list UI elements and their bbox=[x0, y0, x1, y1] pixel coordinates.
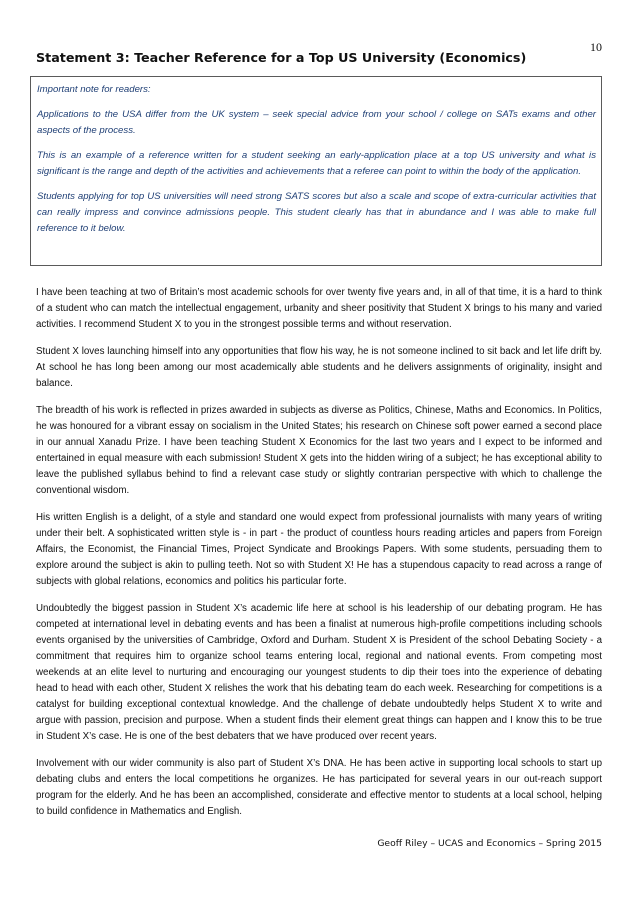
note-paragraph: This is an example of a reference written for a student seeking an early-application place at a top US university and what is significant is the range and depth of the activities and achievements that a referee can point to within the body of the application. bbox=[37, 150, 596, 177]
page-footer: Geoff Riley – UCAS and Economics – Spring 2015 bbox=[377, 838, 602, 849]
page-title: Statement 3: Teacher Reference for a Top US University (Economics) bbox=[36, 50, 527, 65]
reference-paragraph: His written English is a delight, of a style and standard one would expect from professional journalists with many years of writing under their belt. A sophisticated written style is - in part - the product of countless hours reading articles and papers from Foreign Affairs, the Economist, the Financial Times, Project Syndicate and Brookings Papers. With some students, persuading them to explore around the subject is akin to pulling teeth. Not so with Student X! He has a stupendous capacity to read across a range of subjects with global relations, economics and politics his particular forte. bbox=[36, 512, 602, 587]
reference-paragraph: Involvement with our wider community is also part of Student X’s DNA. He has been active in supporting local schools to start up debating clubs and enters the local competitions he organizes. He has participated for several years in our out-reach support program for the elderly. And he has been an accomplished, considerate and effective mentor to students at a local school, helping to build confidence in Mathematics and English. bbox=[36, 758, 602, 817]
page-number: 10 bbox=[590, 40, 602, 54]
note-paragraph: Applications to the USA differ from the UK system – seek special advice from your school / college on SATs exams and other aspects of the process. bbox=[37, 109, 596, 136]
reference-body bbox=[36, 285, 602, 831]
reference-paragraph: Student X loves launching himself into any opportunities that flow his way, he is not someone inclined to sit back and let life drift by. At school he has long been among our most academically able students and he delivers assignments of originality, insight and balance. bbox=[36, 346, 602, 389]
note-title: Important note for readers: bbox=[37, 84, 151, 95]
reference-paragraph: Undoubtedly the biggest passion in Student X’s academic life here at school is his leadership of our debating program. He has competed at international level in debating events and has been a finalist at numerous high-profile competitions including schools events organised by the universities of Cambridge, Oxford and Durham. Student X is President of the school Debating Society - a commitment that requires him to organize school teams entering local, regional and national events. From competing most weekends at an elite level to nurturing and encouraging our youngest students to dip their toes into the experience of debating head to head with each other, Student X relishes the work that his debating team do each week. Researching for competitions is a catalyst for building exceptional contextual knowledge. And the challenge of debate undoubtedly helps Student X to write and argue with passion, precision and purpose. When a student finds their element great things can happen and I know this to be true in Student X’s case. He is one of the best debaters that we have produced over recent years. bbox=[36, 603, 602, 742]
reference-paragraph: The breadth of his work is reflected in prizes awarded in subjects as diverse as Politics, Chinese, Maths and Economics. In Politics, he was honoured for a vibrant essay on socialism in the United States; his research on Chinese soft power earned a second place in our annual Xanadu Prize. I have been teaching Student X Economics for the last two years and I expect to be informed and entertained in equal measure with each submission! Student X gets into the hidden wiring of a subject; he has exceptional ability to leave the published syllabus behind to find a relevant case study or slightly contrarian perspective with which to challenge the conventional wisdom. bbox=[36, 405, 602, 496]
reference-paragraph: I have been teaching at two of Britain’s most academic schools for over twenty five years and, in all of that time, it is a hard to think of a student who can match the intellectual engagement, urbanity and sheer positivity that Student X brings to his many and varied activities. I recommend Student X to you in the strongest possible terms and without reservation. bbox=[36, 287, 602, 330]
readers-note-box bbox=[30, 76, 602, 266]
note-paragraph: Students applying for top US universities will need strong SATS scores but also a scale and scope of extra-curricular activities that can really impress and convince admissions people. This student clearly has that in abundance and I was able to make full reference to it below. bbox=[37, 191, 596, 234]
